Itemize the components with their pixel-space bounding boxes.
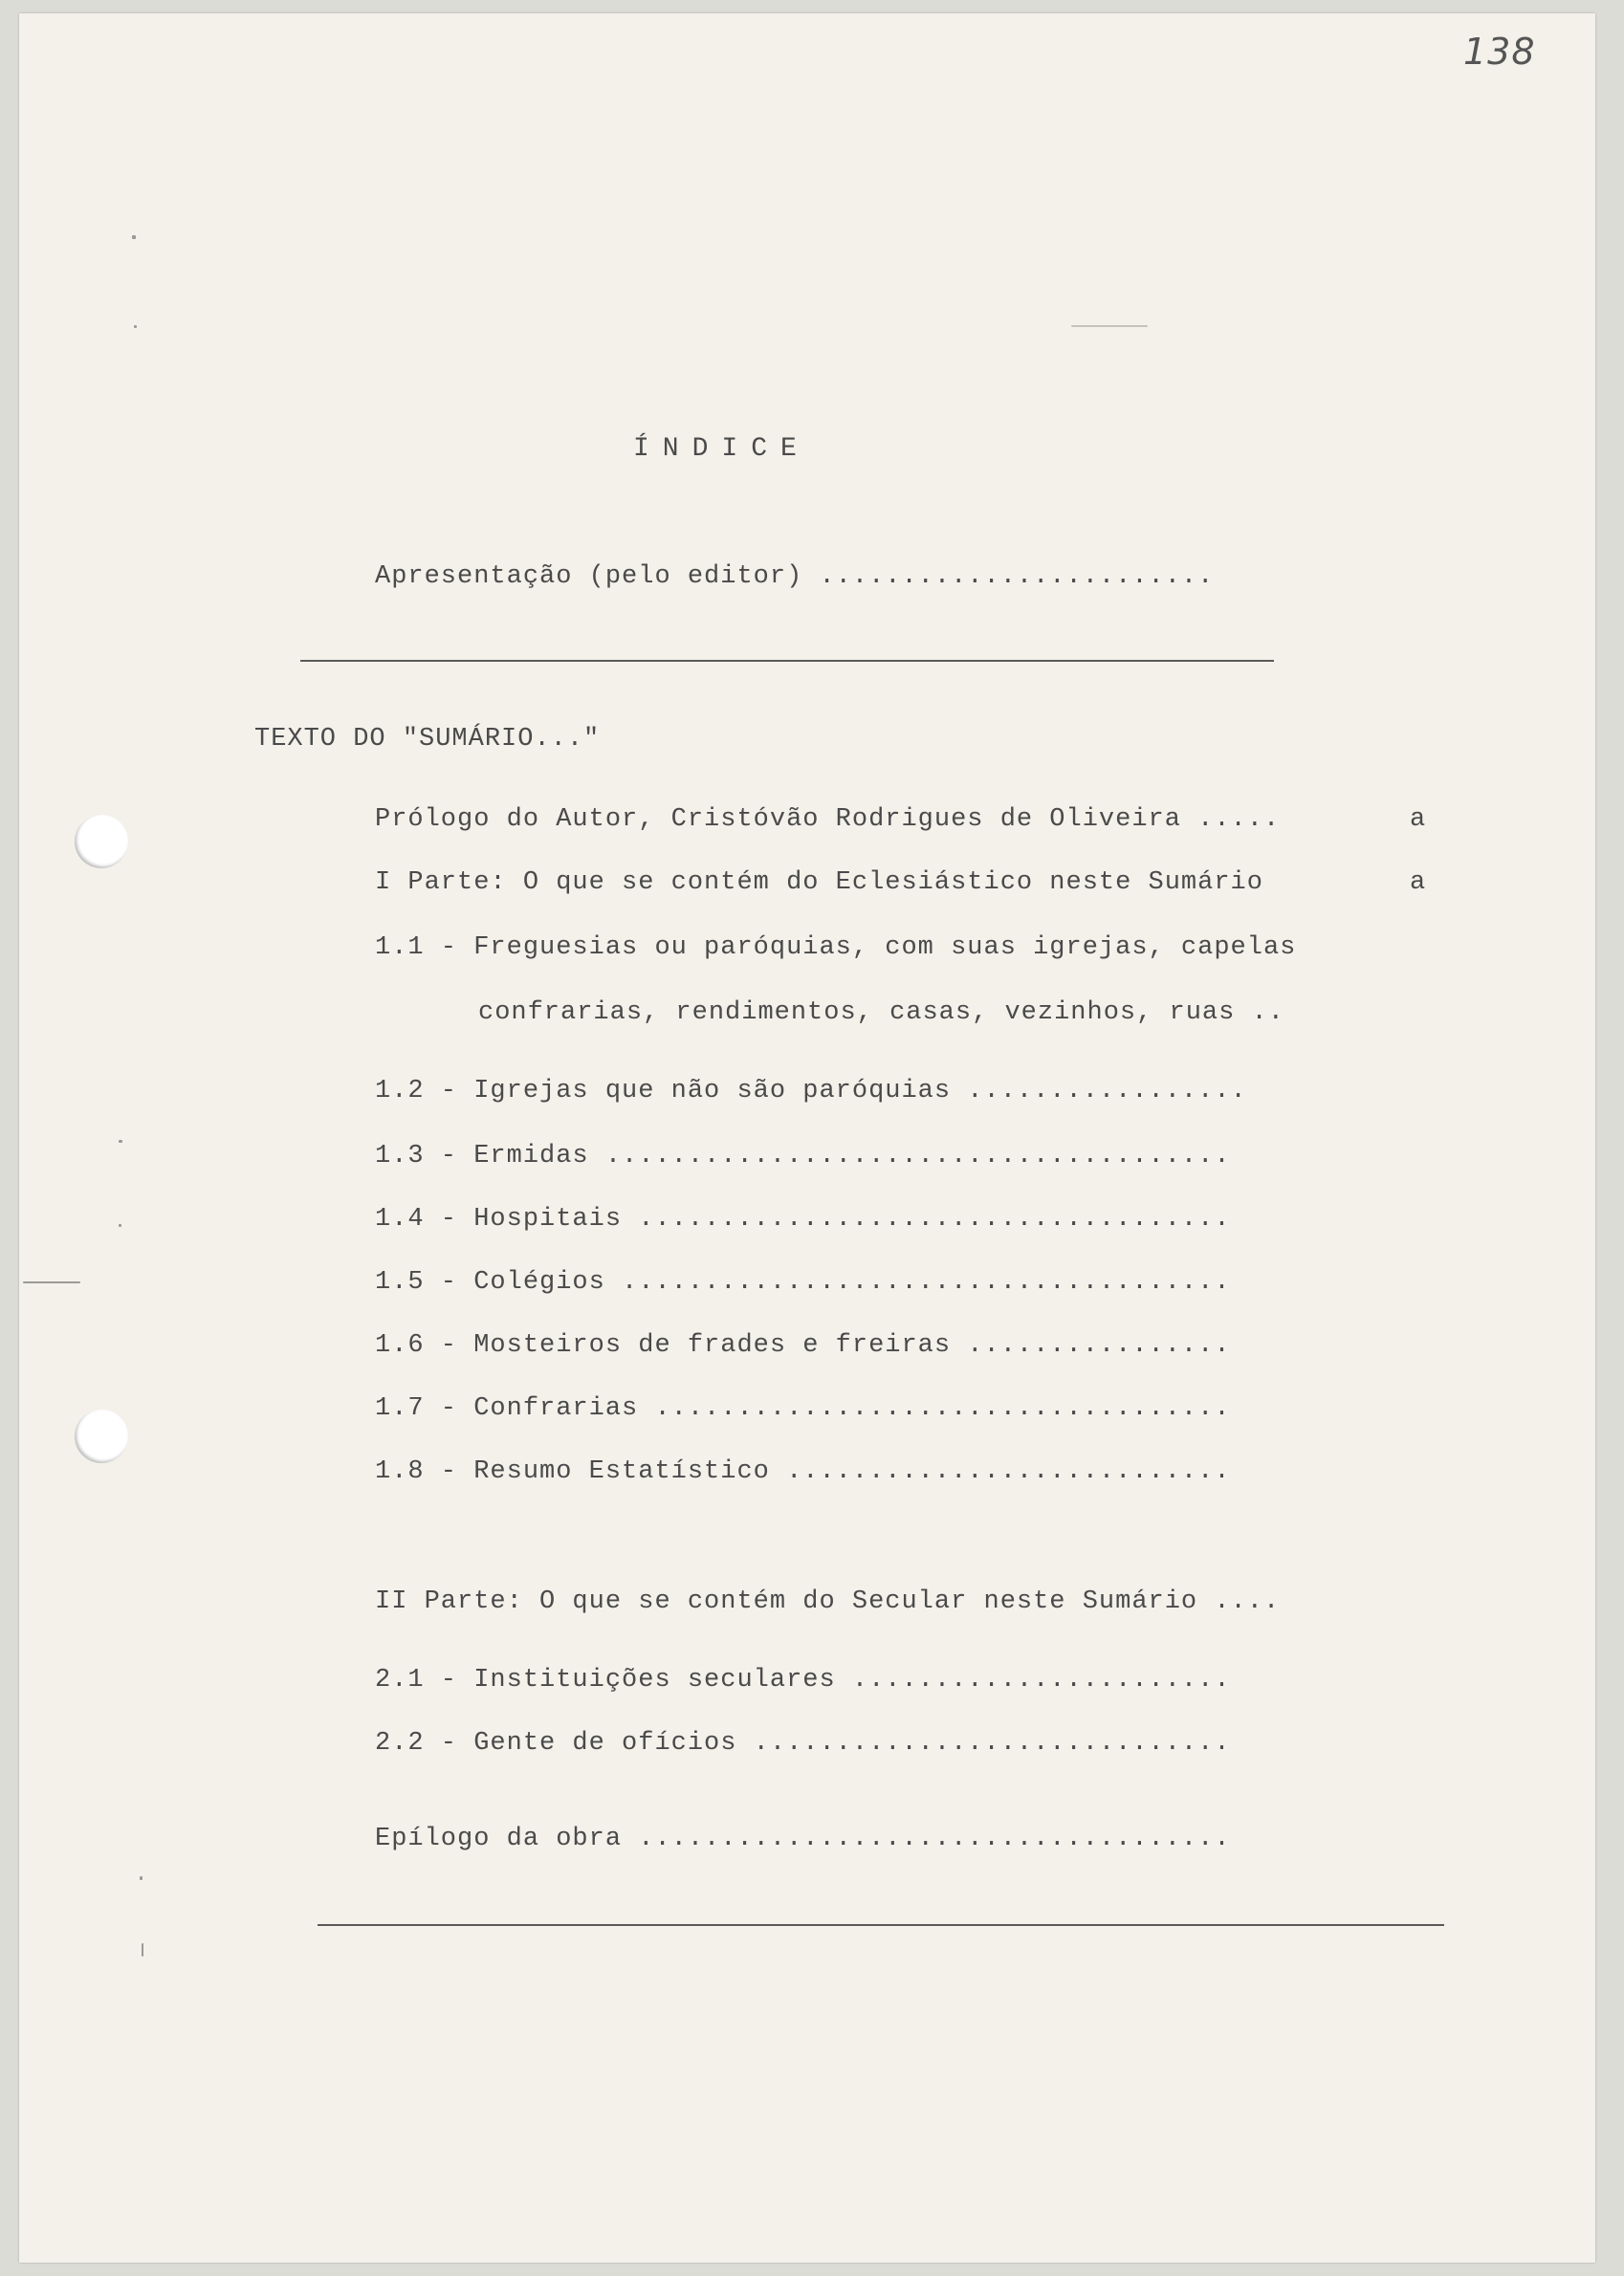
punch-hole-bottom <box>75 1410 128 1463</box>
toc-page-prologo: a <box>1410 805 1427 834</box>
document-page <box>19 13 1595 2263</box>
page-title: ÍNDICE <box>633 434 810 464</box>
paper-speck <box>132 235 136 239</box>
toc-entry-part-1: I Parte: O que se contém do Eclesiástico neste Sumário <box>375 868 1263 897</box>
toc-entry-1-4: 1.4 - Hospitais .................................... <box>375 1205 1231 1234</box>
toc-entry-1-5: 1.5 - Colégios ..................................... <box>375 1268 1231 1297</box>
paper-speck <box>134 325 137 328</box>
toc-entry-epilogo: Epílogo da obra .................................... <box>375 1825 1231 1853</box>
toc-entry-1-2: 1.2 - Igrejas que não são paróquias ................. <box>375 1077 1247 1105</box>
toc-entry-prologo: Prólogo do Autor, Cristóvão Rodrigues de Oliveira ..... <box>375 805 1281 834</box>
toc-entry-1-7: 1.7 - Confrarias ................................... <box>375 1394 1231 1423</box>
paper-speck <box>140 1876 143 1880</box>
intro-entry: Apresentação (pelo editor) ........................ <box>375 562 1215 591</box>
toc-entry-2-2: 2.2 - Gente de ofícios ............................. <box>375 1729 1231 1758</box>
toc-page-part-1: a <box>1410 868 1427 897</box>
section-heading: TEXTO DO "SUMÁRIO..." <box>254 725 601 754</box>
toc-entry-1-6: 1.6 - Mosteiros de frades e freiras ................ <box>375 1331 1231 1360</box>
paper-speck <box>119 1140 122 1143</box>
toc-entry-1-8: 1.8 - Resumo Estatístico ........................... <box>375 1457 1231 1486</box>
toc-entry-2-1: 2.1 - Instituições seculares ....................... <box>375 1666 1231 1695</box>
paper-mark <box>23 1281 80 1283</box>
paper-speck <box>142 1943 143 1957</box>
paper-mark <box>1071 325 1148 327</box>
toc-entry-1-1: 1.1 - Freguesias ou paróquias, com suas igrejas, capelas <box>375 933 1297 962</box>
divider-bottom <box>318 1924 1444 1926</box>
toc-entry-1-3: 1.3 - Ermidas ...................................... <box>375 1142 1231 1171</box>
toc-entry-1-1-continued: confrarias, rendimentos, casas, vezinhos, ruas .. <box>478 998 1284 1027</box>
handwritten-page-number: 138 <box>1463 31 1536 73</box>
punch-hole-top <box>75 815 128 868</box>
toc-entry-part-2: II Parte: O que se contém do Secular neste Sumário .... <box>375 1587 1281 1616</box>
divider-top <box>300 660 1274 662</box>
paper-speck <box>119 1224 121 1227</box>
